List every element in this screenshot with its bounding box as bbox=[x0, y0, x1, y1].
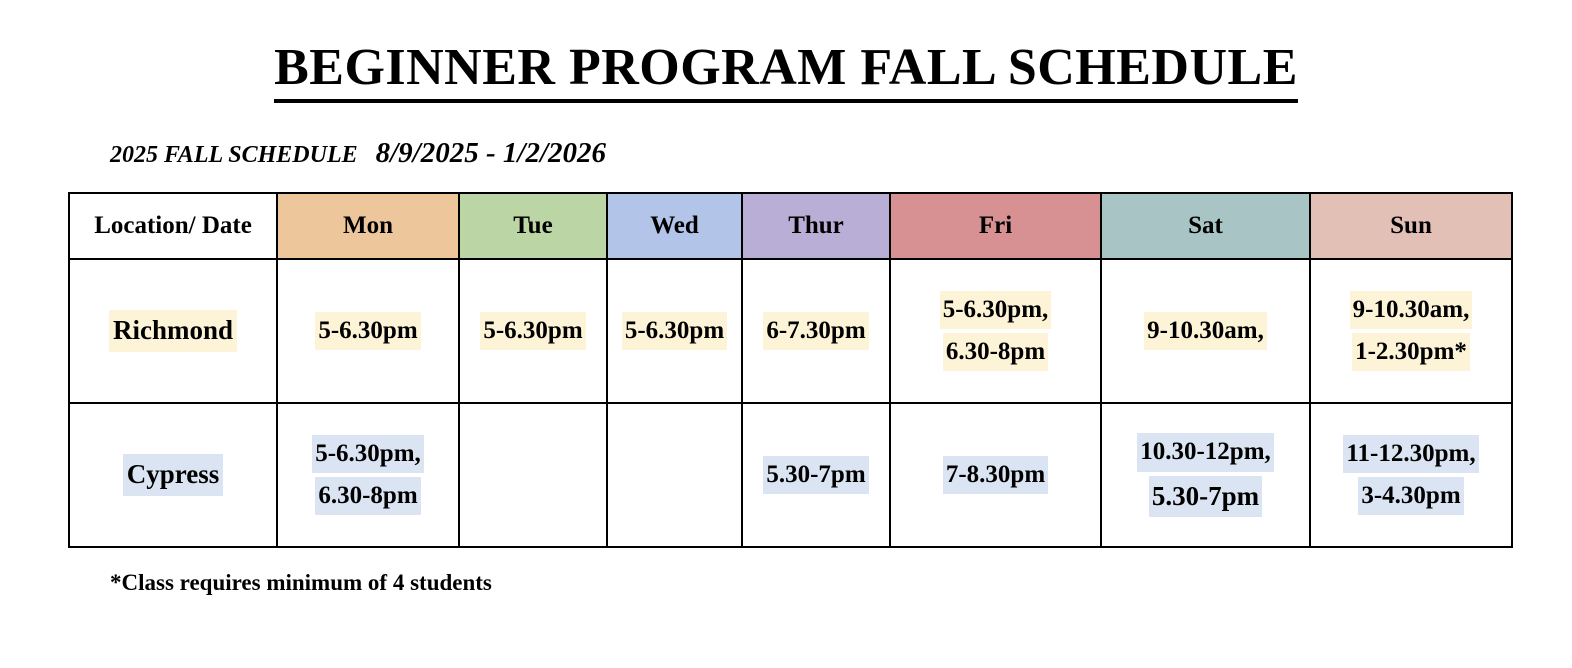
time-slot: 6-7.30pm bbox=[763, 312, 868, 350]
header-wed: Wed bbox=[607, 193, 742, 259]
cell-richmond-sun bbox=[1310, 259, 1512, 403]
row-location-cypress bbox=[69, 403, 277, 547]
cell-richmond-tue bbox=[459, 259, 607, 403]
cell-richmond-fri bbox=[890, 259, 1101, 403]
table-row bbox=[69, 403, 1512, 547]
time-slot: 10.30-12pm, bbox=[1137, 433, 1274, 471]
time-slot: 6.30-8pm bbox=[315, 477, 420, 515]
footnote: *Class requires minimum of 4 students bbox=[110, 570, 492, 595]
time-slot: 5.30-7pm bbox=[1149, 476, 1262, 517]
cell-richmond-wed bbox=[607, 259, 742, 403]
row-location-richmond bbox=[69, 259, 277, 403]
time-slot: 5-6.30pm, bbox=[312, 435, 424, 473]
header-tue: Tue bbox=[459, 193, 607, 259]
subtitle-date-range: 8/9/2025 - 1/2/2026 bbox=[375, 137, 606, 169]
time-slot: 9-10.30am, bbox=[1350, 291, 1473, 329]
time-slot: 3-4.30pm bbox=[1358, 477, 1463, 515]
cell-cypress-mon bbox=[277, 403, 459, 547]
time-slot: 5.30-7pm bbox=[763, 456, 868, 494]
location-label: Cypress bbox=[123, 454, 224, 495]
time-slot: 7-8.30pm bbox=[943, 456, 1048, 494]
time-slot: 5-6.30pm bbox=[480, 312, 585, 350]
cell-cypress-sun bbox=[1310, 403, 1512, 547]
header-mon: Mon bbox=[277, 193, 459, 259]
time-slot: 5-6.30pm bbox=[622, 312, 727, 350]
header-sun: Sun bbox=[1310, 193, 1512, 259]
cell-cypress-sat bbox=[1101, 403, 1310, 547]
cell-richmond-sat bbox=[1101, 259, 1310, 403]
cell-cypress-fri bbox=[890, 403, 1101, 547]
subtitle bbox=[110, 137, 1572, 170]
page-title bbox=[0, 38, 1572, 107]
table-header-row bbox=[69, 193, 1512, 259]
cell-cypress-wed bbox=[607, 403, 742, 547]
subtitle-label: 2025 FALL SCHEDULE bbox=[110, 142, 358, 168]
header-thur: Thur bbox=[742, 193, 890, 259]
time-slot: 5-6.30pm bbox=[315, 312, 420, 350]
cell-cypress-tue bbox=[459, 403, 607, 547]
header-location-date: Location/ Date bbox=[69, 193, 277, 259]
time-slot: 11-12.30pm, bbox=[1343, 435, 1478, 473]
cell-cypress-thur bbox=[742, 403, 890, 547]
schedule-table bbox=[68, 192, 1513, 548]
header-sat: Sat bbox=[1101, 193, 1310, 259]
time-slot: 9-10.30am, bbox=[1144, 312, 1267, 350]
cell-richmond-mon bbox=[277, 259, 459, 403]
cell-richmond-thur bbox=[742, 259, 890, 403]
schedule-document bbox=[0, 38, 1572, 668]
header-fri: Fri bbox=[890, 193, 1101, 259]
page-title-text: BEGINNER PROGRAM FALL SCHEDULE bbox=[274, 38, 1298, 103]
time-slot: 6.30-8pm bbox=[943, 333, 1048, 371]
location-label: Richmond bbox=[109, 310, 237, 351]
table-row bbox=[69, 259, 1512, 403]
time-slot: 1-2.30pm* bbox=[1352, 333, 1470, 371]
time-slot: 5-6.30pm, bbox=[940, 291, 1052, 329]
